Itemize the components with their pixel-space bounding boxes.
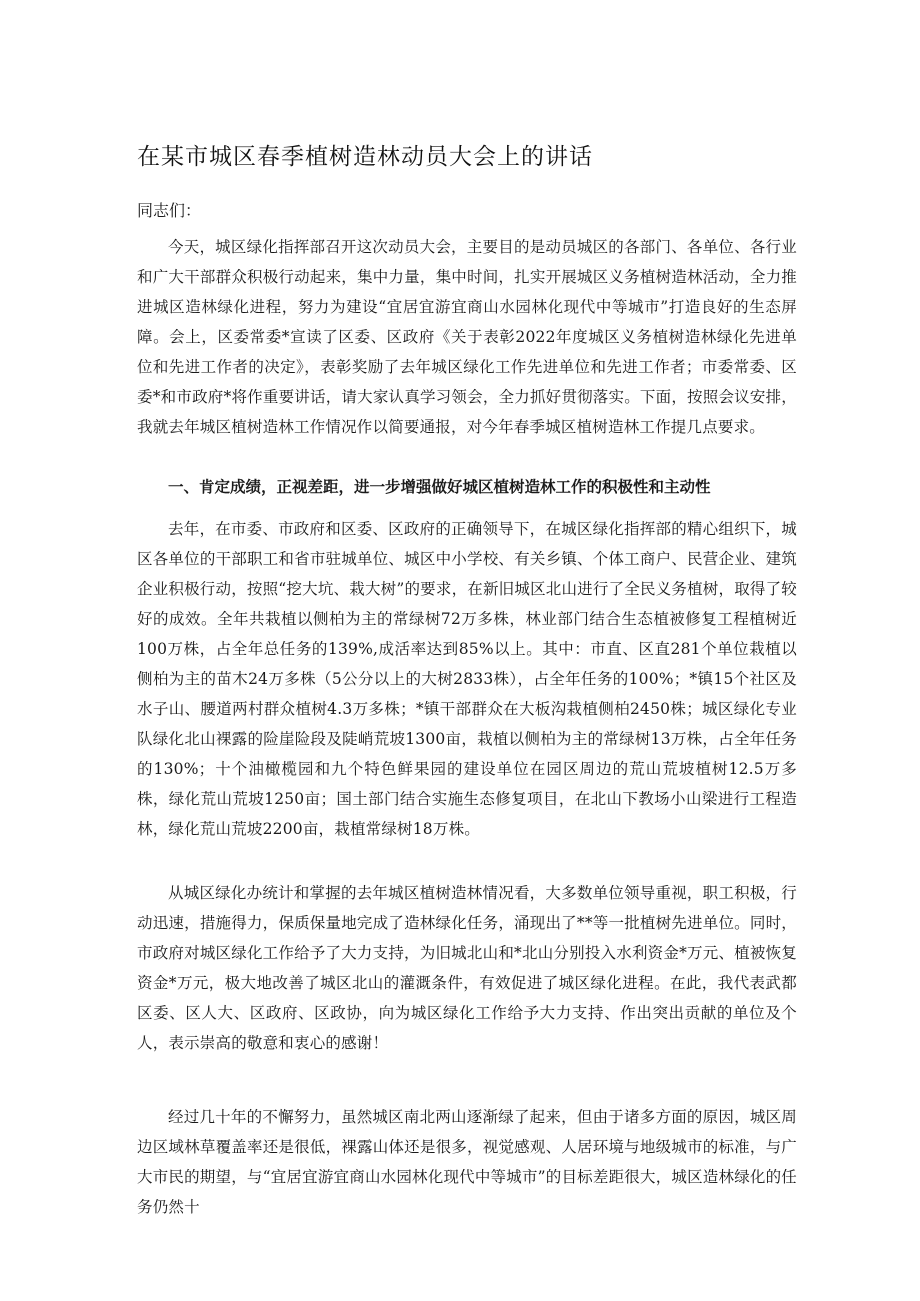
section-heading-1: 一、肯定成绩，正视差距，进一步增强做好城区植树造林工作的积极性和主动性 <box>168 478 711 496</box>
paragraph-acknowledgement: 从城区绿化办统计和掌握的去年城区植树造林情况看，大多数单位领导重视，职工积极，行动迅速，措施得力，保质保量地完成了造林绿化任务，涌现出了**等一批植树先进单位。同时，市政府对城区绿化工作给予了大力支持，为旧城北山和*北山分别投入水利资金*万元、植被恢复资金*万元，极大地改善了城区北山的灌溉条件，有效促进了城区绿化进程。在此，我代表武都区委、区人大、区政府、区政协，向为城区绿化工作给予大力支持、作出突出贡献的单位及个人，表示崇高的敬意和衷心的感谢！ <box>137 884 797 1052</box>
paragraph-achievements: 去年，在市委、市政府和区委、区政府的正确领导下，在城区绿化指挥部的精心组织下，城区各单位的干部职工和省市驻城单位、城区中小学校、有关乡镇、个体工商户、民营企业、建筑企业积极行动，按照“挖大坑、栽大树”的要求，在新旧城区北山进行了全民义务植树，取得了较好的成效。全年共栽植以侧柏为主的常绿树72万多株，林业部门结合生态植被修复工程植树近100万株，占全年总任务的139%,成活率达到85%以上。其中：市直、区直281个单位栽植以侧柏为主的苗木24万多株（5公分以上的大树2833株），占全年任务的100%；*镇15个社区及水子山、腰道两村群众植树4.3万多株；*镇干部群众在大板沟栽植侧柏2450株；城区绿化专业队绿化北山裸露的险崖险段及陡峭荒坡1300亩，栽植以侧柏为主的常绿树13万株，占全年任务的130%；十个油橄榄园和九个特色鲜果园的建设单位在园区周边的荒山荒坡植树12.5万多株，绿化荒山荒坡1250亩；国土部门结合实施生态修复项目，在北山下教场小山梁进行工程造林，绿化荒山荒坡2200亩，栽植常绿树18万株。 <box>137 520 797 838</box>
document-title: 在某市城区春季植树造林动员大会上的讲话 <box>137 144 593 170</box>
paragraph-intro: 今天，城区绿化指挥部召开这次动员大会，主要目的是动员城区的各部门、各单位、各行业和广大干部群众积极行动起来，集中力量，集中时间，扎实开展城区义务植树造林活动，全力推进城区造林绿化进程，努力为建设“宜居宜游宜商山水园林化现代中等城市”打造良好的生态屏障。会上，区委常委*宣读了区委、区政府《关于表彰2022年度城区义务植树造林绿化先进单位和先进工作者的决定》，表彰奖励了去年城区绿化工作先进单位和先进工作者；市委常委、区委*和市政府*将作重要讲话，请大家认真学习领会，全力抓好贯彻落实。下面，按照会议安排，我就去年城区植树造林工作情况作以简要通报，对今年春季城区植树造林工作提几点要求。 <box>137 238 797 436</box>
salutation: 同志们： <box>137 201 202 220</box>
paragraph-gap: 经过几十年的不懈努力，虽然城区南北两山逐渐绿了起来，但由于诸多方面的原因，城区周边区域林草覆盖率还是很低，裸露山体还是很多，视觉感观、人居环境与地级城市的标准，与广大市民的期望，与“宜居宜游宜商山水园林化现代中等城市”的目标差距很大，城区造林绿化的任务仍然十 <box>137 1108 797 1216</box>
